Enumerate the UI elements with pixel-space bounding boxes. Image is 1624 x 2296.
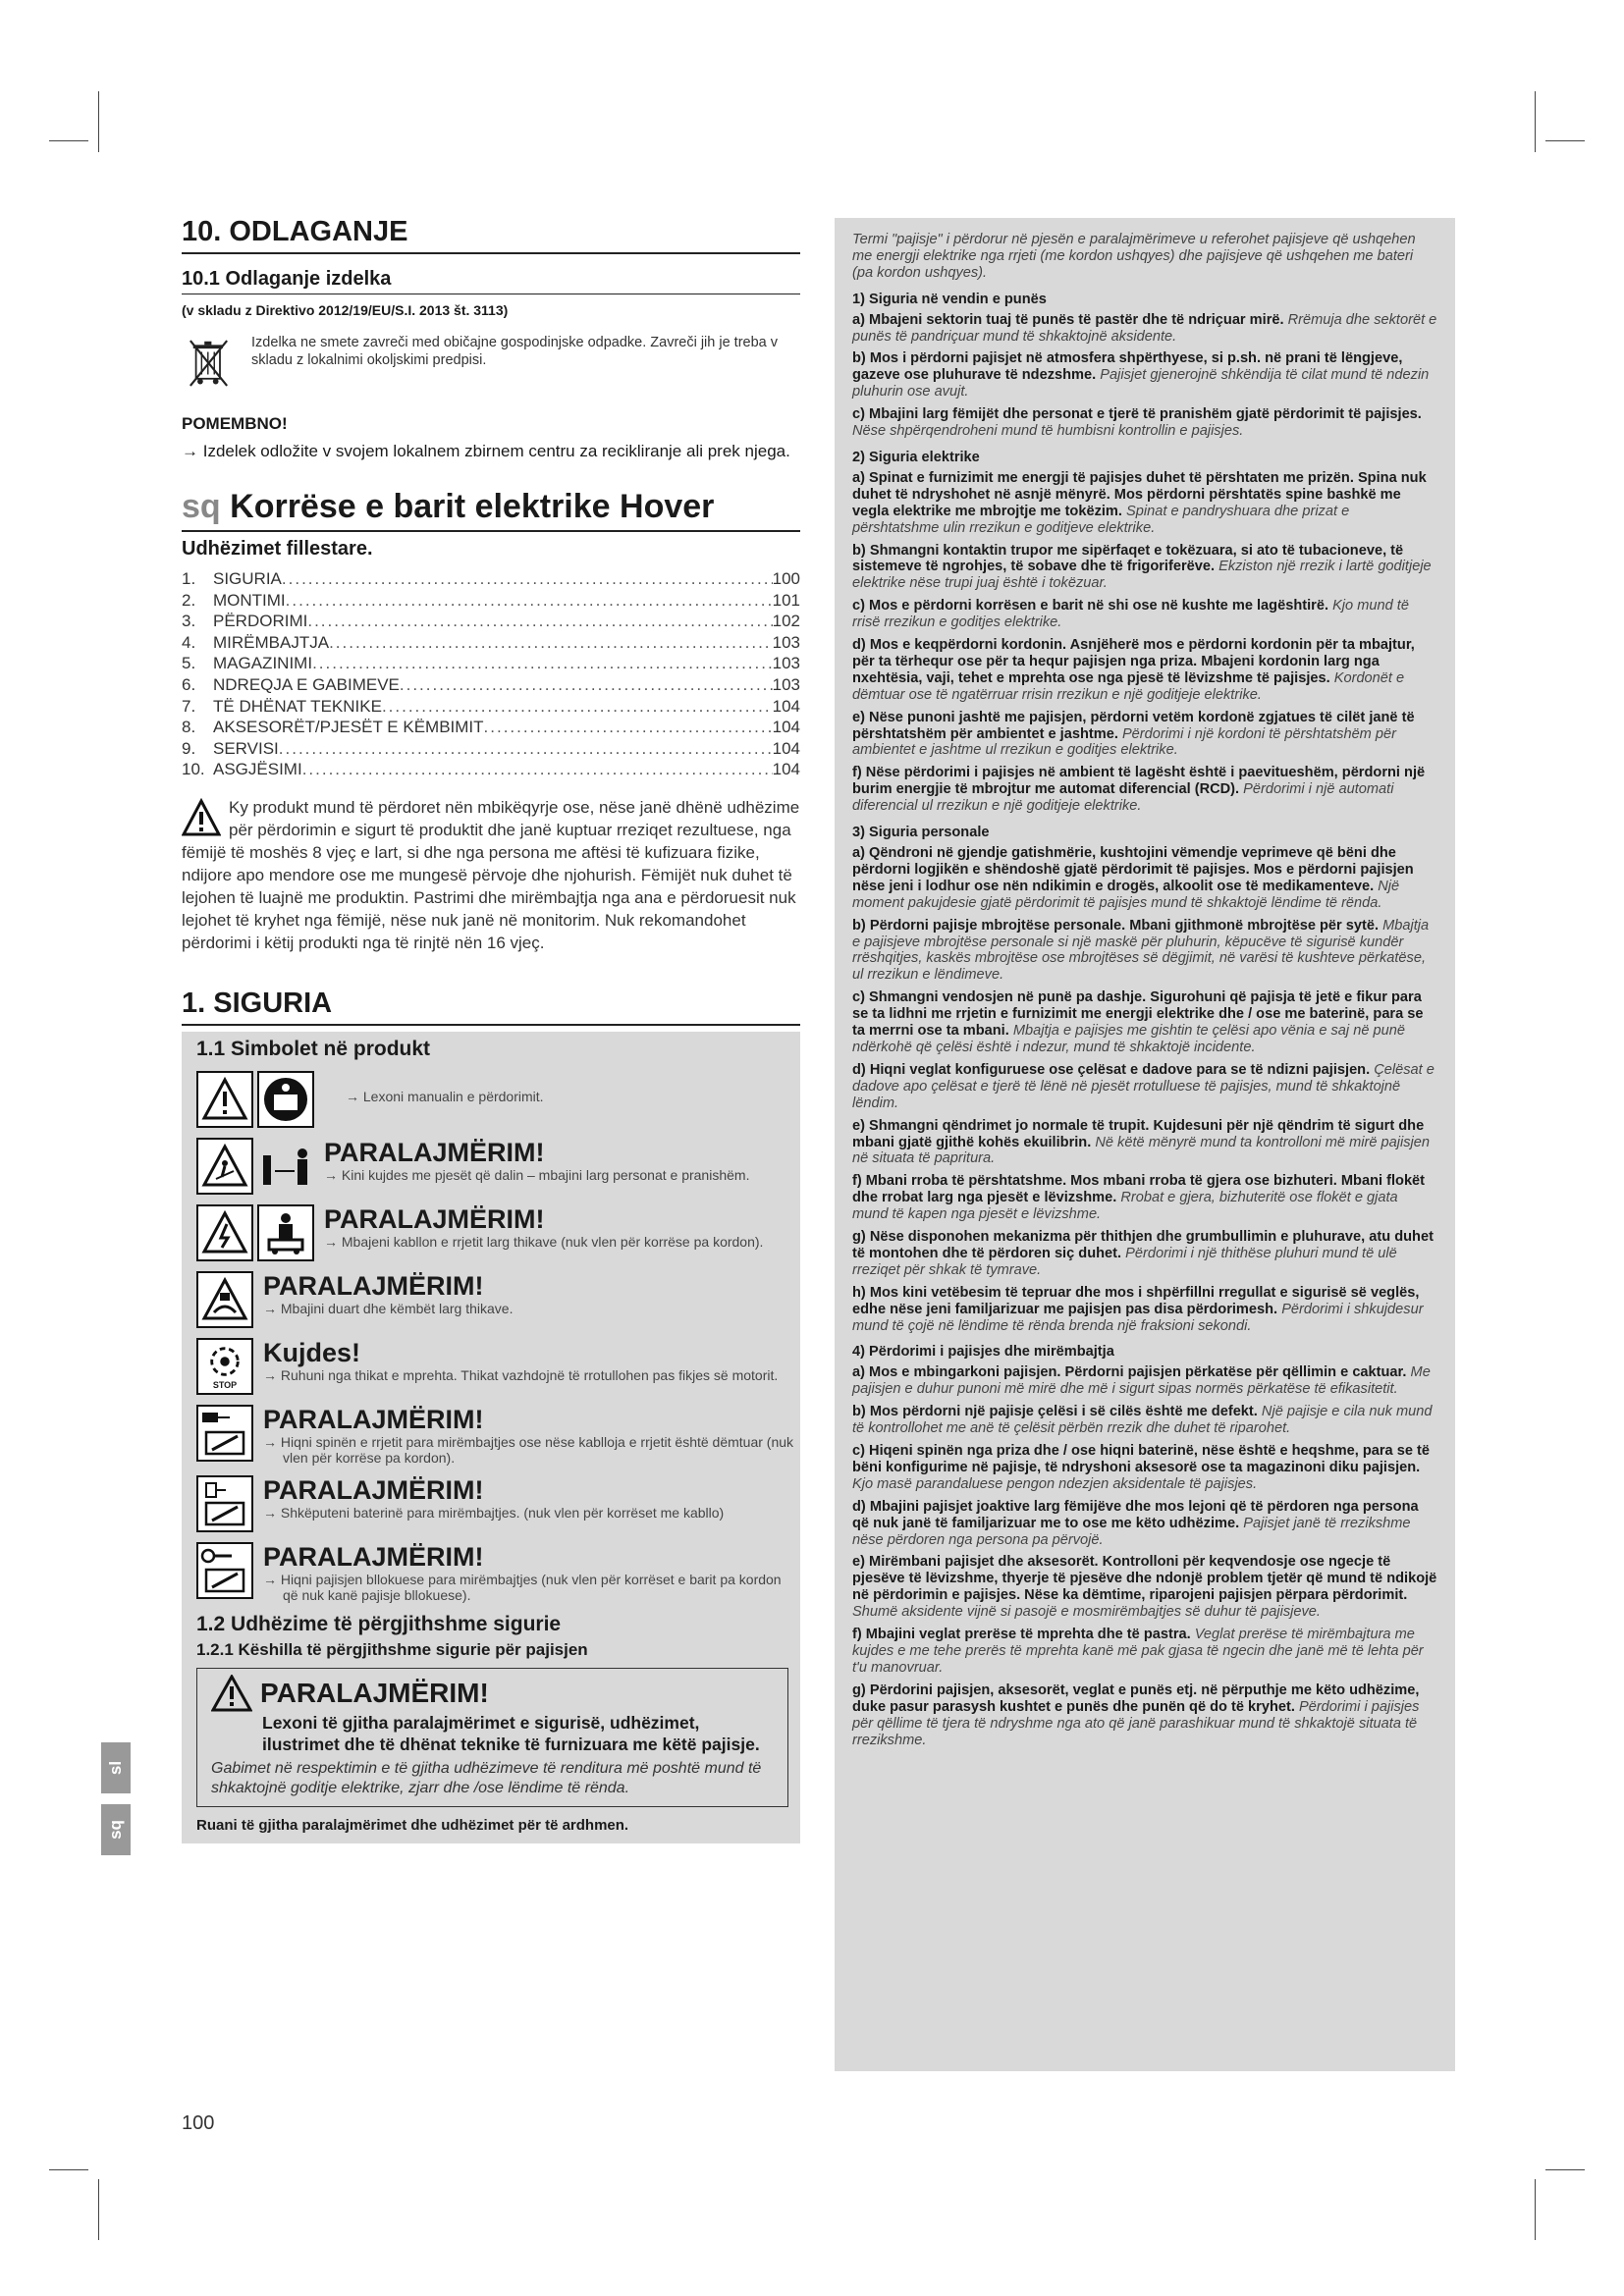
language-code: sq xyxy=(182,488,221,525)
toc-page: 103 xyxy=(772,654,800,673)
symbol-description: → Kini kujdes me pjesët që dalin – mbajini larg personat e pranishëm. xyxy=(324,1166,750,1183)
disposal-row xyxy=(188,328,800,399)
toc-page: 104 xyxy=(772,738,800,758)
safety-item-italic: Një moment pakujdesie gjatë përdorimit të pajisjes mund të shkaktojë lëndime të rënda. xyxy=(852,878,1400,911)
symbols-title: 1.1 Simbolet në produkt xyxy=(196,1037,431,1060)
toc-page: 103 xyxy=(772,632,800,652)
safety-item-italic: Shumë aksidente vijnë si pasojë e mosmirëmbajtjes së duhur të pajisjeve. xyxy=(852,1604,1321,1621)
symbol-row xyxy=(196,1204,800,1261)
general-safety-subtitle: 1.2.1 Këshilla të përgjithshme sigurie për pajisjen xyxy=(196,1639,588,1659)
safety-item-italic: Rrobat e gjera, bizhuteritë ose flokët e gjata mund të kapen nga pjesët e lëvizshme. xyxy=(852,1190,1398,1223)
safety-item xyxy=(852,543,1437,593)
symbol-description: → Ruhuni nga thikat e mprehta. Thikat vazhdojnë të rrotullohen pas fikjes së motorit. xyxy=(263,1366,779,1383)
toc-label: MONTIMI xyxy=(213,590,286,610)
safety-item-italic: Ekziston një rrezik i lartë goditjeje elektrike nëse trupi juaj është i tokëzuar. xyxy=(852,559,1432,592)
toc-page: 104 xyxy=(772,760,800,779)
safety-item-italic: Përdorimi i një kordoni të përshtatshëm për ambientet e jashtme ul rrezikun e goditjes elektrike. xyxy=(852,725,1396,759)
safety-item-bold: e) Nëse punoni jashtë me pajisjen, përdorni vetëm kordonë zgjatues të cilët janë të përshtatshëm për ambientet e jashtme. xyxy=(852,709,1415,742)
symbol-row xyxy=(196,1542,800,1603)
warning-bold-text: Lexoni të gjitha paralajmërimet e sigurisë, udhëzimet, ilustrimet dhe të dhënat teknike të furnizuara me këtë pajisje. xyxy=(262,1712,760,1754)
symbol-row xyxy=(196,1338,800,1395)
toc-leader xyxy=(302,759,773,780)
safety-item-bold: d) Mos e keqpërdorni kordonin. Asnjëherë mos e përdorni kordonin për ta mbajtur, për ta tërhequr ose për ta hequr pajisjen nga priza. Mbajeni kordonin larg nga nxehtësia, vaji, tehet e mprehta ose nga pjesë të lëvizshme të pajisjes. xyxy=(852,637,1415,686)
tab-label: sl xyxy=(106,1760,125,1776)
toc-label: SERVISI xyxy=(213,738,279,758)
safety-item-bold: f) Nëse përdorimi i pajisjes në ambient të lagësht është i paevitueshëm, përdorni një burim energjie të mbrojtur me automat diferencial (RCD). xyxy=(852,765,1426,798)
toc-leader xyxy=(286,590,773,612)
warning-triangle-icon xyxy=(211,1675,252,1712)
page-number: 100 xyxy=(182,2112,215,2134)
language-tab-sq[interactable] xyxy=(101,1804,131,1855)
safety-item-italic: Përdorimi i një automati diferencial ul rrezikun e një goditjeje elektrike. xyxy=(852,781,1394,815)
section-title-siguria: 1. SIGURIA xyxy=(182,988,800,1026)
safety-item xyxy=(852,918,1437,985)
toc-item[interactable] xyxy=(182,674,800,696)
safety-item-italic: Nëse shpërqendroheni mund të humbisni kontrollin e pajisjes. xyxy=(852,423,1244,440)
toc-page: 103 xyxy=(772,674,800,694)
toc-leader xyxy=(484,717,773,738)
toc-number: 10. xyxy=(182,760,205,779)
product-name: Korrëse e barit elektrike Hover xyxy=(230,488,715,525)
section-heading: 4) Përdorimi i pajisjes dhe mirëmbajtja xyxy=(852,1344,1114,1361)
toc-item[interactable] xyxy=(182,568,800,590)
toc-label: ASGJËSIMI xyxy=(213,760,302,779)
symbol-row xyxy=(196,1071,800,1128)
left-column xyxy=(182,216,800,1843)
safety-item-italic: Rrëmuja dhe sektorët e punës të pandriçuar mund të shkaktojnë aksidente. xyxy=(852,311,1437,345)
toc-item[interactable] xyxy=(182,717,800,738)
safety-item-bold: a) Spinat e furnizimit me energji të pajisjes duhet të përshtaten me prizën. Spina nuk duhet të ndryshohet në asnjë mënyrë. Mos përdorni përshtatës spine bashkë me vegla elektrike me mbrojtje me tokëzim. xyxy=(852,469,1427,519)
safety-item xyxy=(852,1229,1437,1279)
toc-number: 3. xyxy=(182,612,196,631)
safety-item-bold: e) Mirëmbani pajisjet dhe aksesorët. Kontrolloni për keqvendosje ose ngecje të pjesëve të lëvizshme, thyerje të pjesëve dhe ndonjë problem tjetër që mund të ndikojë në përdorimin e pajisjes. Nëse ka dëmtime, riparojeni pajisjen përpara përdorimit. xyxy=(852,1554,1437,1604)
general-warning-box xyxy=(196,1668,788,1807)
toc-page: 100 xyxy=(772,569,800,588)
toc-page: 102 xyxy=(772,612,800,631)
symbol-signal-word: PARALAJMËRIM! xyxy=(324,1137,545,1167)
symbol-description: → Shkëputeni baterinë para mirëmbajtjes. (nuk vlen për korrëset me kabllo) xyxy=(263,1504,725,1521)
symbol-row xyxy=(196,1138,800,1195)
intro-warning xyxy=(182,796,800,954)
warning-title: PARALAJMËRIM! xyxy=(260,1677,489,1708)
crop-mark xyxy=(49,2169,88,2170)
toc-leader xyxy=(329,632,773,654)
safety-item xyxy=(852,470,1437,537)
symbol-description: → Hiqni spinën e rrjetit para mirëmbajtjes ose nëse kablloja e rrjetit është dëmtuar (nuk vlen për korrëse pa kordon). xyxy=(263,1433,794,1466)
safety-item-italic: Përdorimi i një thithëse pluhuri mund të ulë rreziqet për shkak të tymrave. xyxy=(852,1245,1397,1278)
read-manual-icon xyxy=(257,1071,314,1128)
safety-item-bold: h) Mos kini vetëbesim të tepruar dhe mos i shpërfillni rregullat e sigurisë së veglës, edhe nëse jeni familjarizuar me pajisjen pas disa përdorimesh. xyxy=(852,1284,1420,1317)
toc-item[interactable] xyxy=(182,590,800,612)
warning-italic-text: Gabimet në respektimin e të gjitha udhëzimeve të renditura më poshtë mund të shkaktojnë goditje elektrike, zjarr dhe /ose lëndime të rënda. xyxy=(211,1759,762,1796)
safety-item-bold: c) Shmangni vendosjen në punë pa dashje. Sigurohuni që pajisja të jetë e fikur para se ta lidhni me rrjetin e furnizimit me energji elektrike dhe / ose me baterinë, para se ta merrni ose ta mbani. xyxy=(852,989,1424,1040)
crop-mark xyxy=(98,2179,99,2240)
toc-leader xyxy=(282,568,773,590)
stop-label: STOP xyxy=(212,1379,238,1390)
toc-label: SIGURIA xyxy=(213,569,282,588)
safety-item-italic: Me pajisjen e duhur punoni më mirë dhe më i sigurt sipas normës përkatëse të efikasitetit. xyxy=(852,1364,1431,1398)
safety-item-bold: a) Mos e mbingarkoni pajisjen. Përdorni pajisjen përkatëse për qëllimin e caktuar. xyxy=(852,1364,1407,1381)
safety-item-italic: Përdorimi i pajisjes për qëllime të tjera të ndryshme nga ato që janë parashikuar mund të shkaktojë situata të rrezikshme. xyxy=(852,1698,1420,1748)
symbol-signal-word: Kujdes! xyxy=(263,1337,361,1367)
toc-leader xyxy=(279,738,773,760)
symbol-row xyxy=(196,1271,800,1328)
safety-item-italic: Kjo mund të rrisë rrezikun e goditjes elektrike. xyxy=(852,598,1409,631)
safety-item-italic: Spinat e pandryshuara dhe prizat e përshtatshme ulin rrezikun e goditjeve elektrike. xyxy=(852,503,1350,536)
symbol-description: → Mbajeni kabllon e rrjetit larg thikave (nuk vlen për korrëse pa kordon). xyxy=(324,1233,764,1250)
toc-item[interactable] xyxy=(182,653,800,674)
safety-item-italic: Mbajtja e pajisjes me gishtin te çelësi apo vënia e saj në punë ndërkohë që çelësi është i ndezur, mund të shkaktojë incidente. xyxy=(852,1023,1405,1055)
toc-label: PËRDORIMI xyxy=(213,612,308,631)
bystander-distance-icon xyxy=(257,1138,314,1195)
table-of-contents xyxy=(182,568,800,780)
safety-symbols-box xyxy=(182,1032,800,1843)
symbol-row xyxy=(196,1405,800,1466)
battery-remove-icon xyxy=(196,1475,253,1532)
toc-number: 2. xyxy=(182,590,196,610)
intro-definition: Termi "pajisje" i përdorur në pjesën e paralajmërimeve u referohet pajisjeve që ushqehen me energji elektrike nga rrjeti (me kordon ushqyes) dhe pajisjeve që ushqehen me bateri (pa kordon ushqyes). xyxy=(852,232,1416,281)
safety-item-bold: f) Mbani rroba të përshtatshme. Mos mbani rroba të gjera ose bizhuteri. Mbani flokët dhe rrobat larg nga pjesët e lëvizshme. xyxy=(852,1173,1426,1206)
safety-item-bold: a) Qëndroni në gjendje gatishmërie, kushtojini vëmendje veprimeve që bëni dhe përdorni logjikën e shëndoshë gjatë përdorimit të pajisjes. Mos e përdorni pajisjen nëse jeni i lodhur ose nën ndikimin e drogës, alkoolit ose të medikamenteve. xyxy=(852,845,1414,894)
crop-mark xyxy=(98,91,99,152)
toc-number: 1. xyxy=(182,569,196,588)
safety-item xyxy=(852,989,1437,1056)
toc-page: 101 xyxy=(772,590,800,610)
safety-item-italic: Në këtë mënyrë mund ta kontrolloni më mirë pajisjen në situata të papritura. xyxy=(852,1134,1431,1167)
safety-item xyxy=(852,1627,1437,1677)
key-remove-icon xyxy=(196,1542,253,1599)
safety-item-bold: f) Mbajini veglat prerëse të mprehta dhe të pastra. xyxy=(852,1627,1191,1643)
toc-number: 7. xyxy=(182,696,196,716)
safety-item-bold: b) Mos i përdorni pajisjet në atmosfera shpërthyese, si p.sh. në prani të lëngjeve, gazeve ose pluhurave të ndezshme. xyxy=(852,350,1403,384)
rotating-blade-stop-icon xyxy=(196,1338,253,1395)
keep-instructions-note: Ruani të gjitha paralajmërimet dhe udhëzimet për të ardhmen. xyxy=(196,1816,629,1834)
section-heading: 2) Siguria elektrike xyxy=(852,449,980,465)
toc-label: NDREQJA E GABIMEVE xyxy=(213,674,400,694)
safety-item-bold: a) Mbajeni sektorin tuaj të punës të pastër dhe të ndriçuar mirë. xyxy=(852,311,1284,328)
safety-item xyxy=(852,845,1437,912)
cable-away-icon xyxy=(257,1204,314,1261)
toc-number: 8. xyxy=(182,718,196,737)
symbol-row xyxy=(196,1475,800,1532)
subsection-title: 10.1 Odlaganje izdelka xyxy=(182,268,800,294)
safety-item-italic: Veglat prerëse të mirëmbajtura me kujdes e me tehe prerës të mprehta kanë më pak gjasa të ngecin dhe janë më të lehta për t'u manovruar. xyxy=(852,1627,1424,1676)
unplug-maintenance-icon xyxy=(196,1405,253,1462)
symbol-description: → Hiqni pajisjen bllokuese para mirëmbajtjes (nuk vlen për korrëset e barit pa kordon që nuk kanë pajisje bllokuese). xyxy=(263,1571,782,1603)
toc-item[interactable] xyxy=(182,738,800,760)
important-text: → Izdelek odložite v svojem lokalnem zbirnem centru za recikliranje ali prek njega. xyxy=(182,442,790,460)
symbol-signal-word: PARALAJMËRIM! xyxy=(263,1404,484,1434)
safety-item xyxy=(852,1285,1437,1335)
toc-page: 104 xyxy=(772,718,800,737)
safety-item xyxy=(852,1682,1437,1749)
safety-item xyxy=(852,1554,1437,1621)
toc-leader xyxy=(307,611,772,632)
product-title xyxy=(182,488,800,532)
safety-item-bold: b) Përdorni pajisje mbrojtëse personale. Mbani gjithmonë mbrojtëse për sytë. xyxy=(852,917,1380,934)
safety-item xyxy=(852,1443,1437,1493)
toc-number: 5. xyxy=(182,654,196,673)
language-tab-sl[interactable] xyxy=(101,1742,131,1793)
symbol-signal-word: PARALAJMËRIM! xyxy=(263,1541,484,1572)
toc-heading: Udhëzimet fillestare. xyxy=(182,538,373,560)
section-heading: 1) Siguria në vendin e punës xyxy=(852,291,1047,307)
safety-item-bold: b) Shmangni kontaktin trupor me sipërfaqet e tokëzuara, si ato të tubacioneve, të sistemeve të ngrohjes, të sobave dhe të frigoriferëve. xyxy=(852,542,1404,575)
safety-item xyxy=(852,350,1437,400)
toc-label: AKSESORËT/PJESËT E KËMBIMIT xyxy=(213,718,484,737)
safety-item-bold: c) Hiqeni spinën nga priza dhe / ose hiqni baterinë, nëse është e heqshme, para se të bëni konfigurime në pajisje, të ndryshoni aksesorë ose ta magazinoni diku pajisjen. xyxy=(852,1443,1430,1475)
safety-item xyxy=(852,312,1437,346)
tab-label: sq xyxy=(106,1820,125,1840)
safety-item xyxy=(852,406,1437,440)
toc-leader xyxy=(312,653,773,674)
safety-item-italic: Pajisjet gjenerojnë shkëndija të cilat mund të ndezin pluhurin ose avujt. xyxy=(852,367,1430,400)
toc-label: MAGAZINIMI xyxy=(213,654,313,673)
electric-shock-icon xyxy=(196,1204,253,1261)
toc-leader xyxy=(382,696,773,718)
symbol-signal-word: PARALAJMËRIM! xyxy=(324,1203,545,1234)
toc-number: 9. xyxy=(182,738,196,758)
safety-item-italic: Pajisjet janë të rrezikshme nëse përdoren nga persona pa përvojë. xyxy=(852,1515,1411,1548)
safety-item-bold: c) Mbajini larg fëmijët dhe personat e tjerë të pranishëm gjatë përdorimit të pajisjes. xyxy=(852,406,1422,423)
safety-item xyxy=(852,1118,1437,1168)
symbol-signal-word: PARALAJMËRIM! xyxy=(263,1474,484,1505)
safety-item xyxy=(852,1499,1437,1549)
safety-item-italic: Çelësat e dadove apo çelësat e tjerë të lënë në pjesët rrotulluese të pajisjes, mund të shkaktojnë lëndim. xyxy=(852,1061,1435,1111)
intro-warning-text: Ky produkt mund të përdoret nën mbikëqyrje ose, nëse janë dhënë udhëzime për përdorimin e sigurt të produktit dhe janë kuptuar rreziqet rezultuese, nga fëmijë të moshës 8 vjeç e lart, si dhe nga persona me aftësi të kufizuara fizike, ndijore apo mendore ose me mungesë përvoje dhe njohurish. Fëmijët nuk duhet të lejohen të luajnë me produktin. Pastrimi dhe mirëmbajtja nga ana e përdoruesit nuk lejohet të kryhet nga fëmijë, nëse nuk janë në monitorim. Nuk rekomandohet përdorimi i këtij produkti nga të rinjtë nën 16 vjeç. xyxy=(182,797,800,952)
safety-item xyxy=(852,1062,1437,1112)
safety-item xyxy=(852,1404,1437,1437)
crop-mark xyxy=(1545,2169,1585,2170)
thrown-objects-icon xyxy=(196,1138,253,1195)
symbol-signal-word: PARALAJMËRIM! xyxy=(263,1270,484,1301)
safety-item xyxy=(852,1364,1437,1398)
crop-mark xyxy=(49,140,88,141)
toc-number: 6. xyxy=(182,674,196,694)
warning-triangle-icon xyxy=(196,1071,253,1128)
safety-item-italic: Kjo masë parandaluese pengon ndezjen aksidentale të pajisjes. xyxy=(852,1475,1258,1492)
section-title-odlaganje: 10. ODLAGANJE xyxy=(182,216,800,254)
crop-mark xyxy=(1535,2179,1536,2240)
warning-triangle-icon xyxy=(182,798,221,837)
blade-hands-feet-icon xyxy=(196,1271,253,1328)
toc-number: 4. xyxy=(182,632,196,652)
safety-item-bold: d) Hiqni veglat konfiguruese ose çelësat e dadove para se të ndizni pajisjen. xyxy=(852,1061,1371,1078)
toc-leader xyxy=(400,674,773,696)
disposal-text: Izdelka ne smete zavreči med običajne gospodinjske odpadke. Zavreči jih je treba v skladu z lokalnimi okoljskimi predpisi. xyxy=(251,335,779,368)
toc-label: TË DHËNAT TEKNIKE xyxy=(213,696,382,716)
safety-item xyxy=(852,710,1437,760)
safety-item-bold: e) Shmangni qëndrimet jo normale të trupit. Kujdesuni për një qëndrim të sigurt dhe mbani gjatë gjithë kohës ekuilibrin. xyxy=(852,1117,1425,1150)
safety-item-bold: c) Mos e përdorni korrësen e barit në shi ose në kushte me lagështirë. xyxy=(852,598,1328,614)
safety-item-bold: g) Përdorini pajisjen, aksesorët, veglat e punës etj. në përputhje me këto udhëzime, duke pasur parasysh kushtet e punës dhe punën që do të kryhet. xyxy=(852,1682,1420,1715)
toc-item[interactable] xyxy=(182,632,800,654)
crop-mark xyxy=(1535,91,1536,152)
crossed-bin-icon xyxy=(188,328,230,399)
general-safety-title: 1.2 Udhëzime të përgjithshme sigurie xyxy=(196,1612,562,1635)
directive-note: (v skladu z Direktivo 2012/19/EU/S.I. 2013 št. 3113) xyxy=(182,302,509,318)
safety-item xyxy=(852,598,1437,631)
safety-item-italic: Kordonët e dëmtuar ose të ngatërruar rrisin rrezikun e një goditjeje elektrike. xyxy=(852,669,1405,703)
safety-item-bold: b) Mos përdorni një pajisje çelësi i së cilës është me defekt. xyxy=(852,1404,1258,1420)
safety-item xyxy=(852,1173,1437,1223)
toc-page: 104 xyxy=(772,696,800,716)
toc-label: MIRËMBAJTJA xyxy=(213,632,330,652)
right-column xyxy=(835,218,1455,2071)
symbol-description: → Mbajini duart dhe këmbët larg thikave. xyxy=(263,1300,514,1316)
section-heading: 3) Siguria personale xyxy=(852,825,990,841)
safety-item-italic: Përdorimi i shkujdesur mund të çojë në lëndime të rënda brenda një fraksioni sekondi. xyxy=(852,1301,1424,1334)
crop-mark xyxy=(1545,140,1585,141)
safety-item xyxy=(852,637,1437,704)
toc-item[interactable] xyxy=(182,696,800,718)
symbol-description: → Lexoni manualin e përdorimit. xyxy=(346,1088,544,1104)
safety-item-bold: g) Nëse disponohen mekanizma për thithjen dhe grumbullimin e pluhurave, atu duhet të montohen dhe të përdoren siç duhet. xyxy=(852,1229,1434,1261)
safety-item-italic: Një pajisje e cila nuk mund të kontrollohet me anë të çelësit përbën rrezik dhe duhet të riparohet. xyxy=(852,1404,1433,1437)
safety-item-bold: d) Mbajini pajisjet joaktive larg fëmijëve dhe mos lejoni që të përdoren nga persona që nuk janë të familjarizuar me to ose me këto udhëzime. xyxy=(852,1498,1419,1531)
toc-item[interactable] xyxy=(182,759,800,780)
toc-item[interactable] xyxy=(182,611,800,632)
safety-item-italic: Mbajtja e pajisjeve mbrojtëse personale si një maskë për pluhurin, këpucëve të sigurisë kundër rrëshqitjes, kaskës mbrojtëse ose mbrojtëses së dëgjimit, në varësi të kushteve përkatëse, ul rrezikun e lëndimeve. xyxy=(852,917,1430,984)
important-label: POMEMBNO! xyxy=(182,414,288,433)
safety-item xyxy=(852,765,1437,815)
